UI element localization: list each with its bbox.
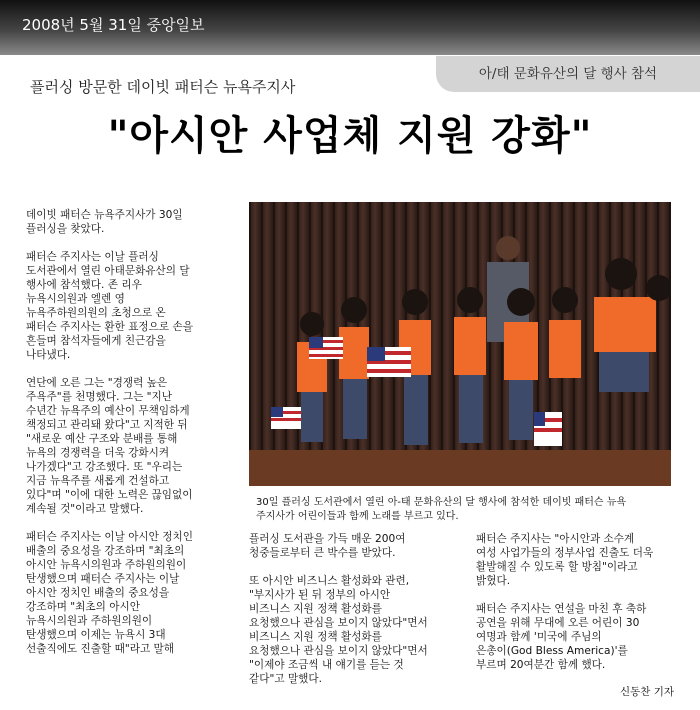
paragraph: 패터슨 주지사는 "아시안과 소수계 여성 사업가들의 정부사업 진출도 더욱 활발해질 수 있도록 할 방침"이라고 밝혔다. (476, 533, 654, 587)
paragraph: 패터슨 주지사는 이날 플러싱 도서관에서 열린 아태문화유산의 달 행사에 참석했다. 존 리우 뉴욕시의원과 엘렌 영 뉴욕주하원의원의 초청으로 온 패터슨 주지사는 환한 표정으로 손을 흔들며 참석자들에게 친근감을 나타냈다. (26, 251, 193, 361)
event-tag: 아/태 문화유산의 달 행사 참석 (436, 56, 700, 92)
paragraph: 플러싱 도서관을 가득 매운 200여 청중들로부터 큰 박수를 받았다. (249, 533, 406, 559)
date-source: 2008년 5월 31일 중앙일보 (22, 16, 205, 34)
event-photo (249, 202, 671, 486)
photo-caption: 30일 플러싱 도서관에서 열린 아-태 문화유산의 달 행사에 참석한 데이빗 패터슨 뉴욕 주지사가 어린이들과 함께 노래를 부르고 있다. (256, 497, 627, 522)
newspaper-banner (0, 0, 700, 55)
article-headline: "아시안 사업체 지원 강화" (107, 113, 593, 159)
paragraph: 데이빗 패터슨 뉴욕주지사가 30일 플러싱을 찾았다. (26, 209, 183, 235)
byline: 신동찬 기자 (620, 686, 675, 698)
paragraph: 패터슨 주지사는 이날 아시안 정치인 배출의 중요성을 강조하며 "최초의 아시안 뉴욕시의원과 주하원의원이 탄생했으며 패터슨 주지사는 이날 아시안 정치인 배출의 중요성을 강조하며 "최초의 아시안 뉴욕시의원과 주하원의원이 탄생했으며 이제는 뉴욕시 3대 선출직에도 진출할 때"라고 말해 (26, 531, 193, 655)
article-subtitle: 플러싱 방문한 데이빗 패터슨 뉴욕주지사 (30, 78, 296, 96)
left-column (26, 208, 240, 670)
right-column (476, 532, 694, 686)
paragraph: 연단에 오른 그는 "경쟁력 높은 주욕주"를 천명했다. 그는 "지난 수년간 뉴욕주의 예산이 무책임하게 책정되고 관리돼 왔다"고 지적한 뒤 "새로운 예산 구조와 분배를 통해 뉴욕의 경쟁력을 더욱 강화시켜 나가겠다"고 강조했다. 또 "우리는 지금 뉴욕주를 새롭게 건설하고 있다"며 "이에 대한 노력은 끊임없이 계속될 것"이라고 말했다. (26, 377, 193, 515)
middle-column (249, 532, 469, 700)
paragraph: 또 아시안 비즈니스 활성화와 관련, "부지사가 된 뒤 정부의 아시안 비즈니스 지원 정책 활성화를 요청했으나 관심을 보이지 않았다"면서 비즈니스 지원 정책 활성화를 요청했으나 관심을 보이지 않았다"면서 "이제야 조금씩 내 얘기를 듣는 것 같다"고 말했다. (249, 575, 428, 685)
paragraph: 패터슨 주지사는 연설을 마친 후 축하 공연을 위해 무대에 오른 어린이 30 여명과 함께 '미국에 주님의 은총이(God Bless America)'를 부르며 20여분간 함께 했다. (476, 603, 647, 671)
